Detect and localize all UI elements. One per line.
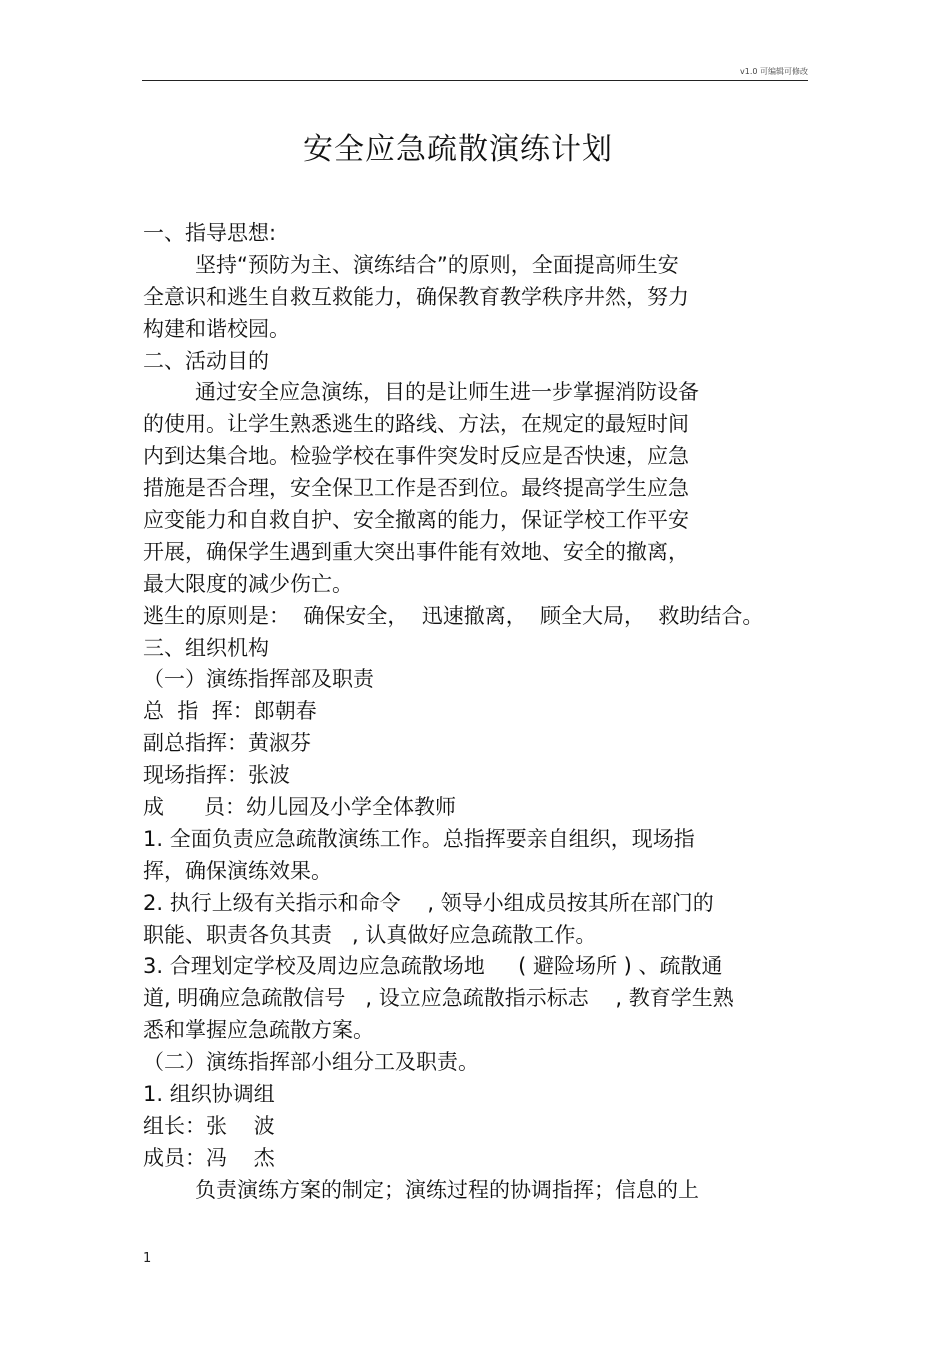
text-line: 负责演练方案的制定；演练过程的协调指挥；信息的上 xyxy=(195,1177,699,1202)
text-line: （一）演练指挥部及职责 xyxy=(143,667,374,692)
text-line: 挥，确保演练效果。 xyxy=(143,858,332,883)
text-line: 成员：冯 杰 xyxy=(143,1145,275,1170)
text-line: 职能、职责各负其责 , 认真做好应急疏散工作。 xyxy=(143,922,597,947)
document-title: 安全应急疏散演练计划 xyxy=(303,132,613,167)
text-line: 全意识和逃生自救互救能力，确保教育教学秩序井然，努力 xyxy=(143,284,689,309)
text-line: 道, 明确应急疏散信号 , 设立应急疏散指示标志 , 教育学生熟 xyxy=(143,986,734,1011)
text-line: 最大限度的减少伤亡。 xyxy=(143,571,353,596)
text-line: 的使用。让学生熟悉逃生的路线、方法，在规定的最短时间 xyxy=(143,412,689,437)
text-line: 3. 合理划定学校及周边应急疏散场地 ( 避险场所 ) 、疏散通 xyxy=(143,954,723,979)
document-body xyxy=(143,218,813,1207)
text-line: 内到达集合地。检验学校在事件突发时反应是否快速，应急 xyxy=(143,444,689,469)
text-line: 三、组织机构 xyxy=(143,635,269,660)
text-line: 应变能力和自救自护、安全撤离的能力，保证学校工作平安 xyxy=(143,508,689,533)
text-line: 逃生的原则是： 确保安全， 迅速撤离， 顾全大局， 救助结合。 xyxy=(143,603,764,628)
text-line: 组长：张 波 xyxy=(143,1113,275,1138)
text-line: 2. 执行上级有关指示和命令 , 领导小组成员按其所在部门的 xyxy=(143,890,714,915)
text-line: 1. 全面负责应急疏散演练工作。总指挥要亲自组织，现场指 xyxy=(143,826,695,851)
header-divider xyxy=(142,80,808,81)
text-line: 现场指挥：张波 xyxy=(143,763,290,788)
text-line: 二、活动目的 xyxy=(143,348,269,373)
text-line: 悉和掌握应急疏散方案。 xyxy=(143,1018,374,1043)
text-line: 一、指导思想: xyxy=(143,221,277,245)
text-line: 构建和谐校园。 xyxy=(143,316,290,341)
text-line: 通过安全应急演练，目的是让师生进一步掌握消防设备 xyxy=(195,380,699,405)
text-line: 措施是否合理，安全保卫工作是否到位。最终提高学生应急 xyxy=(143,476,689,501)
text-line: 坚持“预防为主、演练结合”的原则，全面提高师生安 xyxy=(195,252,679,277)
text-line: 1. 组织协调组 xyxy=(143,1082,275,1107)
text-line: （二）演练指挥部小组分工及职责。 xyxy=(143,1050,479,1075)
version-label: v1.0 可编辑可修改 xyxy=(740,67,808,76)
text-line: 成 员：幼儿园及小学全体教师 xyxy=(143,795,457,820)
text-line: 副总指挥：黄淑芬 xyxy=(143,731,311,756)
text-line: 总 指 挥：郎朝春 xyxy=(143,699,317,724)
page-number: 1 xyxy=(143,1251,152,1266)
text-line: 开展，确保学生遇到重大突出事件能有效地、安全的撤离， xyxy=(143,539,689,564)
